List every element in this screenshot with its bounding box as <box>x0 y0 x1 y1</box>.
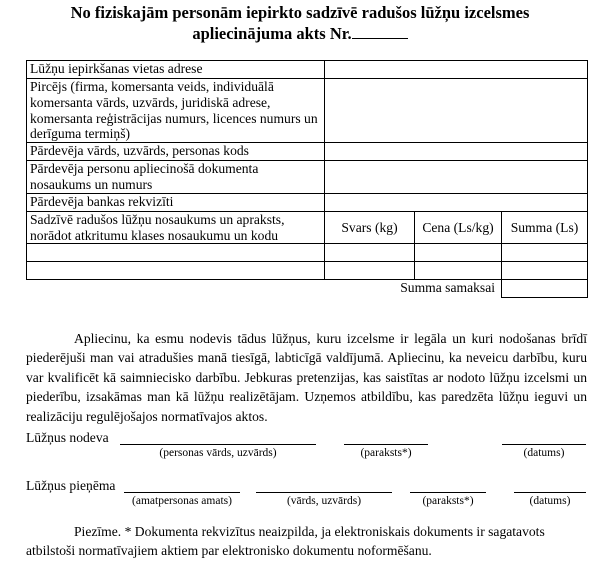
title-line-1: No fiziskajām personām iepirkto sadzīvē radušos lūžņu izcelsmes <box>70 3 530 22</box>
received-name-line[interactable] <box>256 492 392 493</box>
declaration-paragraph: Apliecinu, ka esmu nodevis tādus lūžņus, kuru izcelsme ir legāla un kuri nodošanas brīdī piederējuši man vai atradušies manā tiesīgā, labticīgā valdījumā. Apliecinu, ka neveicu darbību, kuru var kvalificēt kā saimniecisko darbību. Jebkuras pretenzijas, kas saistītas ar nodoto lūžņu izcelsmi un piederību, izsakāmas man kā lūžņu realizētājam. Uzņemos atbildību, kas paredzēta lūžņu ieguvi un realizāciju regulējošajos normatīvajos aktos. <box>26 331 587 424</box>
received-label: Lūžņus pieņēma <box>26 478 116 493</box>
item-description-cell[interactable] <box>27 244 325 262</box>
row-label-seller-bank: Pārdevēja bankas rekvizīti <box>27 193 325 211</box>
seller-document-value-cell[interactable] <box>325 161 588 194</box>
item-description-cell[interactable] <box>27 262 325 280</box>
delivered-name-caption: (personas vārds, uzvārds) <box>159 447 277 459</box>
item-weight-cell[interactable] <box>325 244 415 262</box>
received-date-line[interactable] <box>514 492 586 493</box>
footnote: Piezīme. * Dokumenta rekvizītus neaizpilda, ja elektroniskais dokuments ir sagatavots atbilstoši normatīvajiem aktiem par elektronisko dokumentu noformēšanu. <box>26 524 545 558</box>
purchase-info-table <box>26 60 588 298</box>
title-act-number-label: apliecinājuma akts Nr. <box>192 24 352 43</box>
item-row <box>27 262 588 280</box>
title-line-2 <box>0 23 600 44</box>
weight-header: Svars (kg) <box>325 211 415 244</box>
item-sum-cell[interactable] <box>502 244 588 262</box>
items-header-row <box>27 211 588 244</box>
received-name-caption: (vārds, uzvārds) <box>286 495 362 507</box>
received-signature-caption: (paraksts*) <box>422 495 474 507</box>
seller-bank-value-cell[interactable] <box>325 193 588 211</box>
row-label-buyer: Pircējs (firma, komersanta veids, individuālā komersanta vārds, uzvārds, juridiskā adrese, komersanta reģistrācijas numurs, licences numurs un derīguma termiņš) <box>27 79 325 143</box>
row-label-seller-document: Pārdevēja personu apliecinošā dokumenta nosaukums un numurs <box>27 161 325 194</box>
item-sum-cell[interactable] <box>502 262 588 280</box>
row-label-address: Lūžņu iepirkšanas vietas adrese <box>27 61 325 79</box>
seller-name-value-cell[interactable] <box>325 143 588 161</box>
row-label-seller-name: Pārdevēja vārds, uzvārds, personas kods <box>27 143 325 161</box>
sum-header: Summa (Ls) <box>502 211 588 244</box>
total-row <box>27 280 588 298</box>
item-description-header: Sadzīvē radušos lūžņu nosaukums un apraksts, norādot atkritumu klases nosaukumu un kodu <box>27 211 325 244</box>
item-weight-cell[interactable] <box>325 262 415 280</box>
act-number-blank <box>352 23 408 39</box>
received-position-line[interactable] <box>124 492 240 493</box>
total-value-cell[interactable] <box>502 280 588 298</box>
table-row <box>27 161 588 194</box>
received-signature-line[interactable] <box>410 492 486 493</box>
table-row <box>27 143 588 161</box>
price-header: Cena (Ls/kg) <box>415 211 502 244</box>
received-date-caption: (datums) <box>529 495 571 507</box>
item-price-cell[interactable] <box>415 262 502 280</box>
received-position-caption: (amatpersonas amats) <box>132 495 232 507</box>
document-title <box>0 2 600 44</box>
table-row <box>27 61 588 79</box>
delivered-name-line[interactable] <box>120 444 316 445</box>
delivered-signature-caption: (paraksts*) <box>360 447 412 459</box>
table-row <box>27 193 588 211</box>
delivered-label: Lūžņus nodeva <box>26 430 109 445</box>
address-value-cell[interactable] <box>325 61 588 79</box>
total-label: Summa samaksai <box>400 280 495 296</box>
delivered-date-caption: (datums) <box>523 447 565 459</box>
item-price-cell[interactable] <box>415 244 502 262</box>
delivered-signature-line[interactable] <box>344 444 428 445</box>
delivered-date-line[interactable] <box>502 444 586 445</box>
table-row <box>27 79 588 143</box>
buyer-value-cell[interactable] <box>325 79 588 143</box>
item-row <box>27 244 588 262</box>
